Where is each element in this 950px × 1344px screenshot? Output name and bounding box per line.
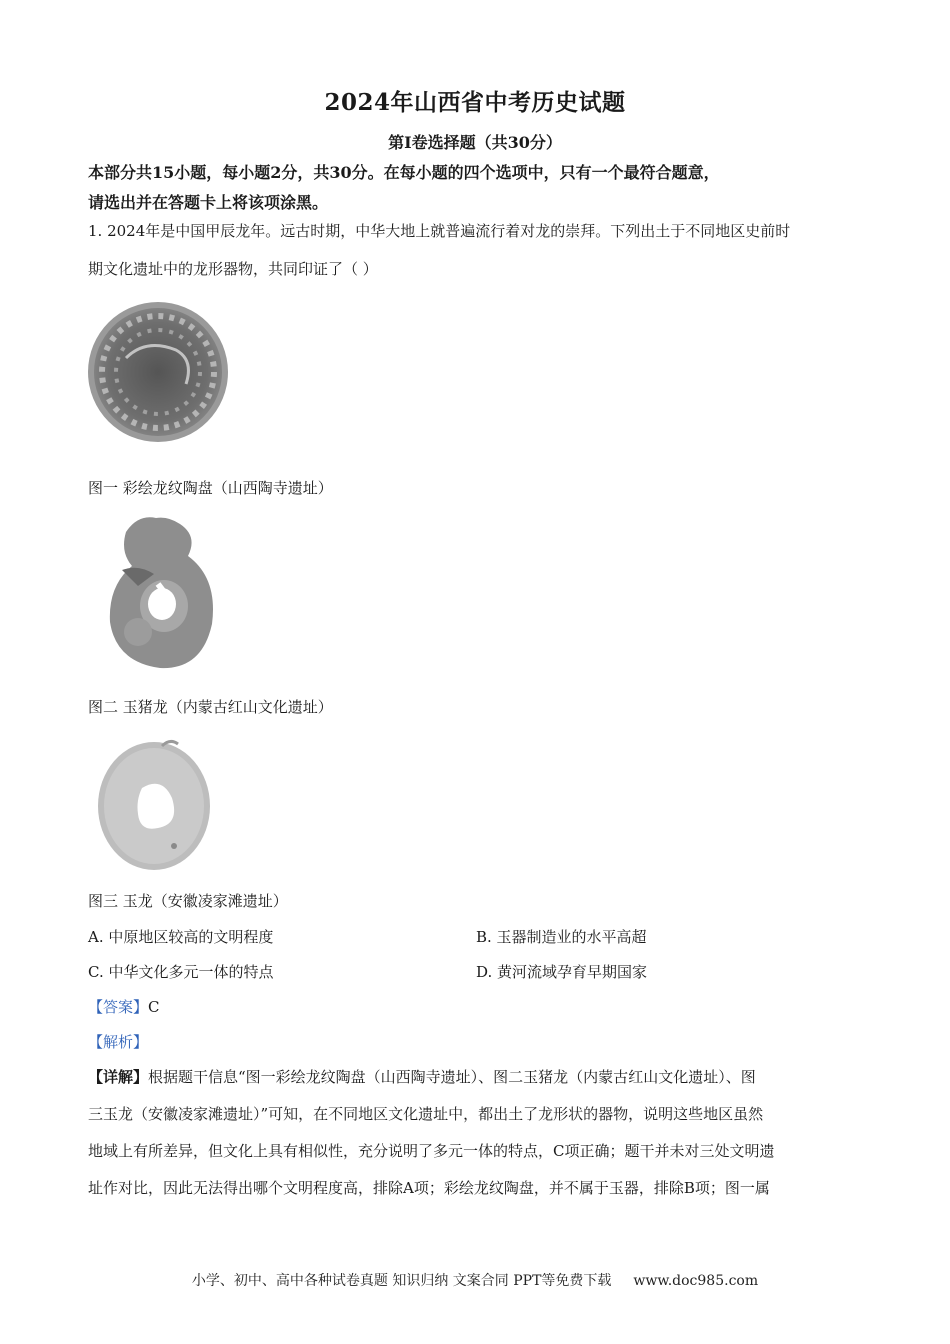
jade-pig-dragon-image	[98, 512, 218, 674]
option-b[interactable]: B. 玉器制造业的水平高超	[476, 928, 647, 946]
figure-2-caption: 图二 玉猪龙（内蒙古红山文化遗址）	[88, 698, 333, 716]
instructions-line-2: 请选出并在答题卡上将该项涂黑。	[88, 193, 329, 212]
answer-line	[88, 996, 868, 1017]
question-stem-line-1: 1. 2024年是中国甲辰龙年。远古时期，中华大地上就普遍流行着对龙的崇拜。下列出土于不同地区史前时	[88, 222, 791, 240]
option-d[interactable]: D. 黄河流域孕育早期国家	[476, 963, 648, 981]
answer-label: 【答案】	[88, 998, 149, 1016]
instructions-line-1: 本部分共15小题，每小题2分，共30分。在每小题的四个选项中，只有一个最符合题意，	[88, 163, 720, 182]
footer-site-link[interactable]: www.doc985.com	[633, 1273, 759, 1289]
figure-1-caption: 图一 彩绘龙纹陶盘（山西陶寺遗址）	[88, 479, 333, 497]
question-stem-line-2: 期文化遗址中的龙形器物，共同印证了（ ）	[88, 260, 378, 278]
detail-line-4: 址作对比，因此无法得出哪个文明程度高，排除A项；彩绘龙纹陶盘，并不属于玉器，排除B项；图一属	[88, 1179, 770, 1197]
section-title: 第Ⅰ卷选择题（共30分）	[388, 133, 562, 152]
answer-value: C	[148, 998, 160, 1016]
analysis-line	[88, 1031, 868, 1052]
analysis-label: 【解析】	[88, 1033, 149, 1051]
option-a[interactable]: A. 中原地区较高的文明程度	[88, 928, 274, 946]
page-title: 2024年山西省中考历史试题	[324, 89, 626, 116]
detail-line-2: 三玉龙（安徽凌家滩遗址）”可知，在不同地区文化遗址中，都出土了龙形状的器物，说明这些地区虽然	[88, 1105, 764, 1123]
detail-line-3: 地域上有所差异，但文化上具有相似性，充分说明了多元一体的特点，C项正确；题干并未对三处文明遗	[88, 1142, 775, 1160]
option-c[interactable]: C. 中华文化多元一体的特点	[88, 963, 274, 981]
page-footer	[0, 1270, 950, 1290]
jade-dragon-image	[92, 728, 216, 878]
detail-text-1: 根据题干信息“图一彩绘龙纹陶盘（山西陶寺遗址）、图二玉猪龙（内蒙古红山文化遗址）、图	[148, 1068, 756, 1086]
painted-dragon-plate-image	[86, 288, 230, 470]
footer-text: 小学、初中、高中各种试卷真题 知识归纳 文案合同 PPT等免费下载	[191, 1273, 612, 1289]
detail-label: 【详解】	[88, 1068, 149, 1086]
detail-line-1	[88, 1066, 868, 1087]
figure-3-caption: 图三 玉龙（安徽凌家滩遗址）	[88, 892, 288, 910]
